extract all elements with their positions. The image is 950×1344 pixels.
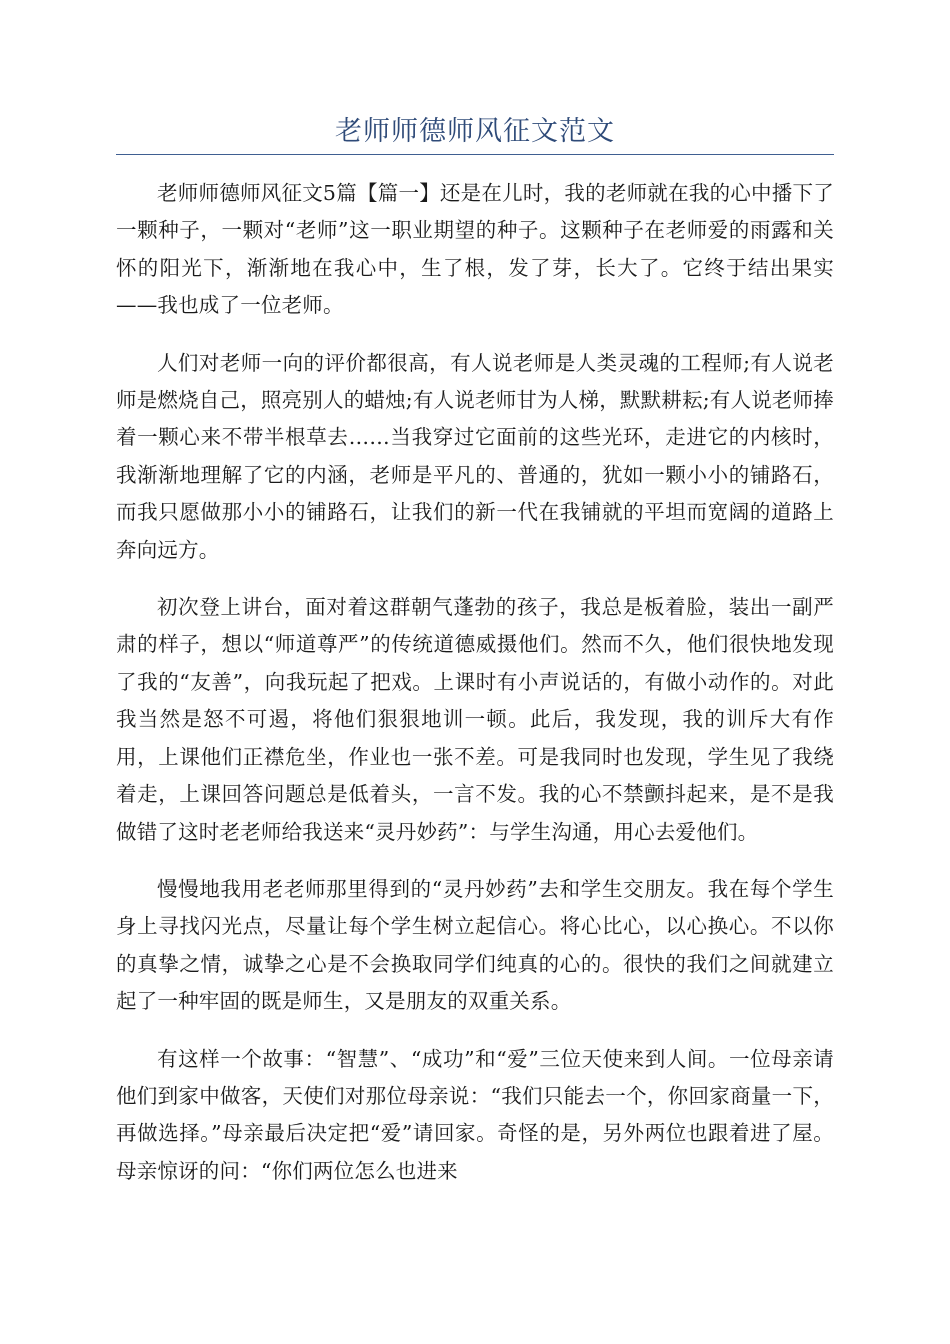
document-title: 老师师德师风征文范文 [335, 116, 615, 147]
paragraph-3: 初次登上讲台，面对着这群朝气蓬勃的孩子，我总是板着脸，装出一副严肃的样子，想以“师道尊严”的传统道德威摄他们。然而不久，他们很快地发现了我的“友善”，向我玩起了把戏。上课时有小声说话的，有做小动作的。对此我当然是怒不可遏，将他们狠狠地训一顿。此后，我发现，我的训斥大有作用，上课他们正襟危坐，作业也一张不差。可是我同时也发现，学生见了我绕着走，上课回答问题总是低着头，一言不发。我的心不禁颤抖起来，是不是我做错了这时老老师给我送来“灵丹妙药”：与学生沟通，用心去爱他们。 [116, 595, 834, 844]
paragraph-1: 老师师德师风征文5篇【篇一】还是在儿时，我的老师就在我的心中播下了一颗种子，一颗对“老师”这一职业期望的种子。这颗种子在老师爱的雨露和关怀的阳光下，渐渐地在我心中，生了根，发了芽，长大了。它终于结出果实——我也成了一位老师。 [116, 181, 834, 318]
paragraph-5: 有这样一个故事：“智慧”、“成功”和“爱”三位天使来到人间。一位母亲请他们到家中做客，天使们对那位母亲说：“我们只能去一个，你回家商量一下，再做选择。”母亲最后决定把“爱”请回家。奇怪的是，另外两位也跟着进了屋。母亲惊讶的问：“你们两位怎么也进来 [116, 1046, 834, 1183]
paragraph-4: 慢慢地我用老老师那里得到的“灵丹妙药”去和学生交朋友。我在每个学生身上寻找闪光点，尽量让每个学生树立起信心。将心比心，以心换心。不以你的真挚之情，诚挚之心是不会换取同学们纯真的心的。很快的我们之间就建立起了一种牢固的既是师生，又是朋友的双重关系。 [116, 876, 834, 1014]
title-underline [116, 154, 834, 155]
paragraph-2: 人们对老师一向的评价都很高，有人说老师是人类灵魂的工程师;有人说老师是燃烧自己，照亮别人的蜡烛;有人说老师甘为人梯，默默耕耘;有人说老师捧着一颗心来不带半根草去……当我穿过它面前的这些光环，走进它的内核时，我渐渐地理解了它的内涵，老师是平凡的、普通的，犹如一颗小小的铺路石，而我只愿做那小小的铺路石，让我们的新一代在我铺就的平坦而宽阔的道路上奔向远方。 [116, 350, 835, 562]
document-body [116, 175, 834, 1210]
